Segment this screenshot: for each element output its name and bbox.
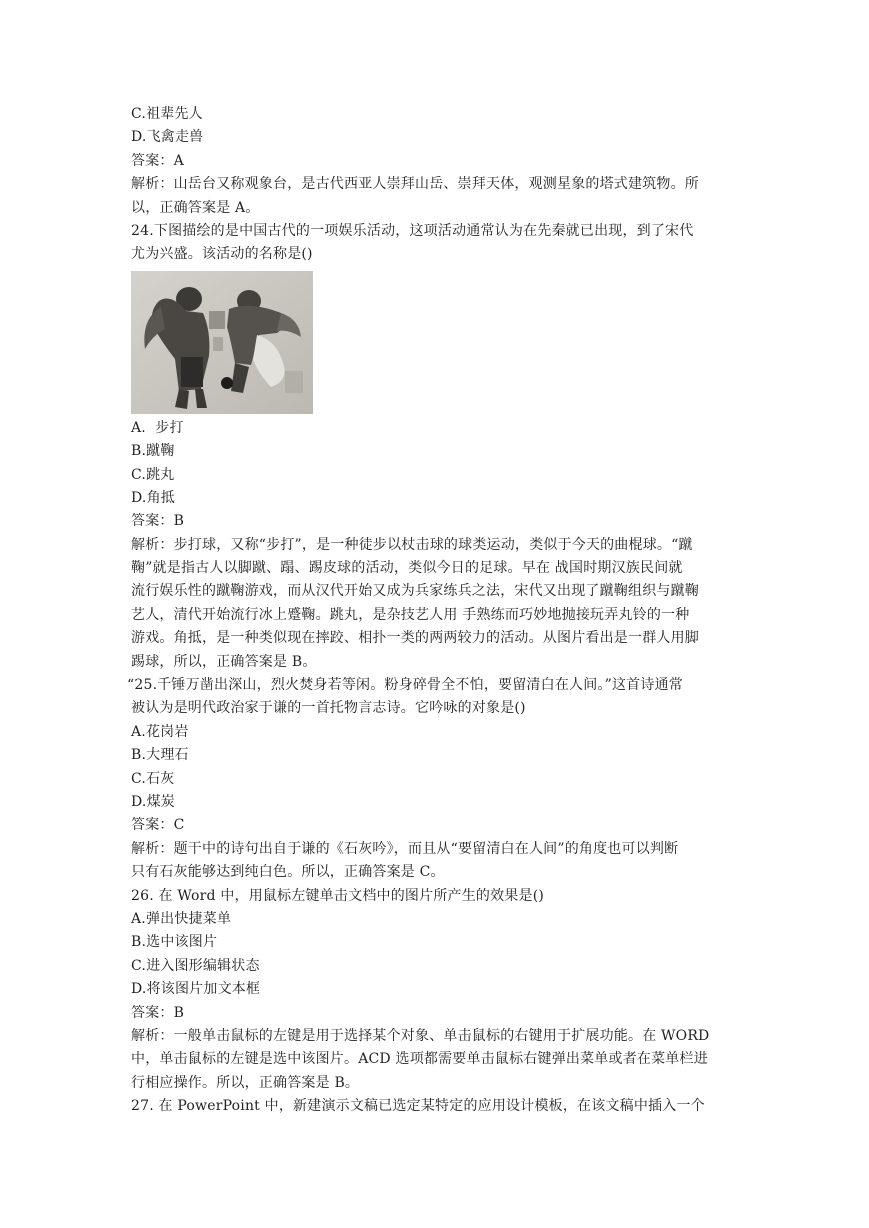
q24-stem-line-2: 尤为兴盛。该活动的名称是(): [131, 246, 313, 263]
q24-explanation-line-4: 艺人，清代开始流行冰上蹙鞠。跳丸，是杂技艺人用 手熟练而巧妙地抛接玩弄丸铃的一种: [131, 606, 690, 623]
q26-stem: 26. 在 Word 中，用鼠标左键单击文档中的图片所产生的效果是(): [131, 887, 545, 904]
q25-option-b: B.大理石: [131, 747, 189, 764]
q25-option-a: A.花岗岩: [131, 723, 189, 740]
q23-explanation-line-2: 以，正确答案是 A。: [131, 199, 260, 216]
q27-stem-line-1: 27. 在 PowerPoint 中，新建演示文稿已选定某特定的应用设计模板，在该文稿中插入一个: [131, 1098, 705, 1115]
q25-option-c: C.石灰: [131, 770, 175, 787]
q25-option-d: D.煤炭: [131, 793, 175, 810]
q26-explanation-line-1: 解析：一般单击鼠标的左键是用于选择某个对象、单击鼠标的右键用于扩展功能。在 WORD: [131, 1027, 710, 1044]
q26-option-d: D.将该图片加文本框: [131, 981, 261, 998]
q23-option-d: D.飞禽走兽: [131, 129, 204, 146]
q24-explanation-line-5: 游戏。角抵，是一种类似现在摔跤、相扑一类的两两较力的活动。从图片看出是一群人用脚: [131, 630, 699, 647]
q24-explanation-line-1: 解析：步打球，又称“步打”，是一种徒步以杖击球的球类运动，类似于今天的曲棍球。“蹴: [131, 536, 693, 553]
q24-answer: 答案：B: [131, 513, 185, 530]
q26-answer: 答案：B: [131, 1004, 185, 1021]
q25-stem-line-2: 被认为是明代政治家于谦的一首托物言志诗。它吟咏的对象是(): [131, 700, 526, 717]
q25-stem-line-1: “25.千锤万凿出深山，烈火焚身若等闲。粉身碎骨全不怕，要留清白在人间。”这首诗通常: [127, 677, 683, 694]
q24-option-b: B.蹴鞠: [131, 443, 175, 460]
q24-option-c: C.跳丸: [131, 466, 175, 483]
q24-explanation-line-6: 踢球，所以，正确答案是 B。: [131, 653, 317, 670]
q25-answer: 答案：C: [131, 817, 185, 834]
document-page: [127, 103, 741, 1118]
q25-explanation-line-2: 只有石灰能够达到纯白色。所以，正确答案是 C。: [131, 864, 445, 881]
q26-explanation-line-2: 中，单击鼠标的左键是选中该图片。ACD 选项都需要单击鼠标右键弹出菜单或者在菜单栏进: [131, 1051, 708, 1068]
q26-explanation-line-3: 行相应操作。所以，正确答案是 B。: [131, 1074, 360, 1091]
q26-option-a: A.弹出快捷菜单: [131, 910, 232, 927]
q24-explanation-line-3: 流行娱乐性的蹴鞠游戏，而从汉代开始又成为兵家练兵之法，宋代又出现了蹴鞠组织与蹴鞠: [131, 583, 699, 600]
q23-answer: 答案：A: [131, 152, 184, 169]
q24-stem-line-1: 24.下图描绘的是中国古代的一项娱乐活动，这项活动通常认为在先秦就已出现，到了宋代: [131, 222, 694, 239]
q24-option-a: A. 步打: [131, 419, 184, 436]
q26-option-c: C.进入图形编辑状态: [131, 957, 260, 974]
q24-option-d: D.角抵: [131, 489, 175, 506]
q26-option-b: B.选中该图片: [131, 934, 218, 951]
cuju-painting-image: [131, 271, 313, 414]
q24-explanation-line-2: 鞠”就是指古人以脚蹴、蹋、踢皮球的活动，类似今日的足球。早在 战国时期汉族民间就: [131, 560, 683, 577]
cuju-figures-illustration: [131, 271, 313, 414]
q23-option-c: C.祖辈先人: [131, 106, 203, 122]
q25-explanation-line-1: 解析：题干中的诗句出自于谦的《石灰吟》，而且从“要留清白在人间”的角度也可以判断: [131, 840, 679, 857]
q23-explanation-line-1: 解析：山岳台又称观象台，是古代西亚人崇拜山岳、崇拜天体，观测星象的塔式建筑物。所: [131, 176, 699, 193]
